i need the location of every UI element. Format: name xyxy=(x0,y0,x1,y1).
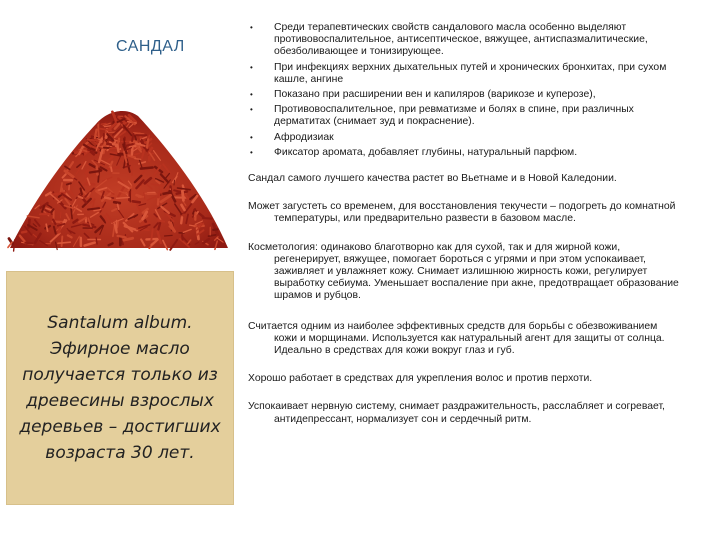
bullet-icon: • xyxy=(250,105,253,115)
wood-chip xyxy=(118,204,119,209)
properties-list xyxy=(248,22,680,159)
wood-chip xyxy=(165,235,173,236)
wood-chip xyxy=(88,208,99,209)
bullet-icon: • xyxy=(250,132,253,142)
wood-chip xyxy=(96,238,97,244)
wood-chip xyxy=(132,134,133,141)
wood-chip xyxy=(137,195,141,197)
wood-chip xyxy=(132,147,133,154)
wood-chip xyxy=(114,202,120,203)
paragraph-origin: Сандал самого лучшего качества растет во Вьетнаме и в Новой Каледонии. xyxy=(248,173,617,185)
wood-chip xyxy=(117,145,118,152)
wood-chip xyxy=(117,221,118,227)
wood-chip xyxy=(119,154,123,155)
wood-chip xyxy=(203,218,212,219)
list-item: • При инфекциях верхних дыхательных путей и хронических бронхитах, при сухом кашле, ангине xyxy=(250,61,667,85)
wood-chip xyxy=(142,224,148,225)
wood-chip xyxy=(105,198,110,199)
wood-chip xyxy=(67,183,71,184)
list-item: • Среди терапевтических свойств сандалового масла особенно выделяют противовоспалительное, антисептическое, вяжущее, антиспазмалитические, обезболивающее и тонизирующее. xyxy=(250,22,648,58)
list-item: • Афродизиак xyxy=(250,131,334,143)
wood-chip xyxy=(129,192,130,200)
bullet-icon: • xyxy=(250,90,253,100)
paragraph-storage: Может загустеть со временем, для восстановления текучести – подогреть до комнатной температуры, или предварительно развести в базовом масле. xyxy=(248,201,676,225)
wood-chip xyxy=(22,232,26,233)
wood-chip xyxy=(104,126,110,127)
wood-chip xyxy=(145,194,156,195)
bullet-icon: • xyxy=(250,23,253,32)
wood-chip xyxy=(98,125,99,138)
bullet-icon: • xyxy=(250,147,253,157)
caption-box xyxy=(6,271,234,505)
wood-chip xyxy=(87,140,99,141)
wood-chip xyxy=(135,159,141,160)
wood-chip xyxy=(133,201,140,202)
wood-chip xyxy=(147,139,148,148)
wood-chip xyxy=(182,191,183,200)
caption-text: Эфирное масло получается только из древесины взрослых деревьев – достигших возраста 30 лет. xyxy=(19,339,221,463)
wood-chip xyxy=(111,152,117,153)
text-column xyxy=(248,22,680,426)
bullet-icon: • xyxy=(250,62,253,72)
wood-chip xyxy=(90,171,100,173)
wood-chip xyxy=(111,167,112,171)
wood-chip xyxy=(174,180,175,185)
wood-chip xyxy=(158,223,160,229)
wood-chip xyxy=(118,236,126,238)
wood-chip xyxy=(109,243,113,245)
paragraph-hair: Хорошо работает в средствах для укрепления волос и против перхоти. xyxy=(248,373,593,385)
wood-chip xyxy=(117,197,129,198)
wood-chip xyxy=(101,123,106,124)
page-title: САНДАЛ xyxy=(116,38,185,55)
paragraph-skin-care: Считается одним из наиболее эффективных средств для борьбы с обезвоживанием кожи и морщинами. Используется как натуральный агент для защиты от солнца. Идеально в средствах для кожи вокруг глаз и губ. xyxy=(248,320,665,357)
wood-chip xyxy=(60,212,61,218)
list-item: • Противовоспалительное, при ревматизме и болях в спине, при различных дерматитах (снимает зуд и покраснение). xyxy=(250,104,634,128)
wood-chip xyxy=(181,217,182,223)
wood-chip xyxy=(108,167,118,169)
paragraph-cosmetology: Косметология: одинаково благотворно как для сухой, так и для жирной кожи, регенерирует, вяжущее, помогает бороться с угрями и при этом успокаивает, заживляет и увлажняет кожу. Снимает излишнюю жирность кожи, регулирует выработку себиума. Уменьшает воспаление при акне, предотвращает образование шрамов и рубцов. xyxy=(248,241,679,302)
paragraph-nervous-system: Успокаивает нервную систему, снимает раздражительность, расслабляет и согревает, антидепрессант, нормализует сон и сердечный ритм. xyxy=(248,401,665,425)
wood-chip xyxy=(62,237,63,247)
wood-chip xyxy=(26,243,33,244)
wood-chip xyxy=(58,242,70,243)
sandalwood-mulch-image xyxy=(6,86,232,256)
wood-chip xyxy=(213,229,217,230)
list-item: • Показано при расширении вен и капиляров (варикозе и куперозе), xyxy=(250,89,596,101)
wood-chip xyxy=(134,133,144,134)
list-item: • Фиксатор аромата, добавляет глубины, натуральный парфюм. xyxy=(250,146,578,158)
wood-chip xyxy=(81,188,82,194)
caption-latin-name: Santalum album. xyxy=(47,313,193,333)
